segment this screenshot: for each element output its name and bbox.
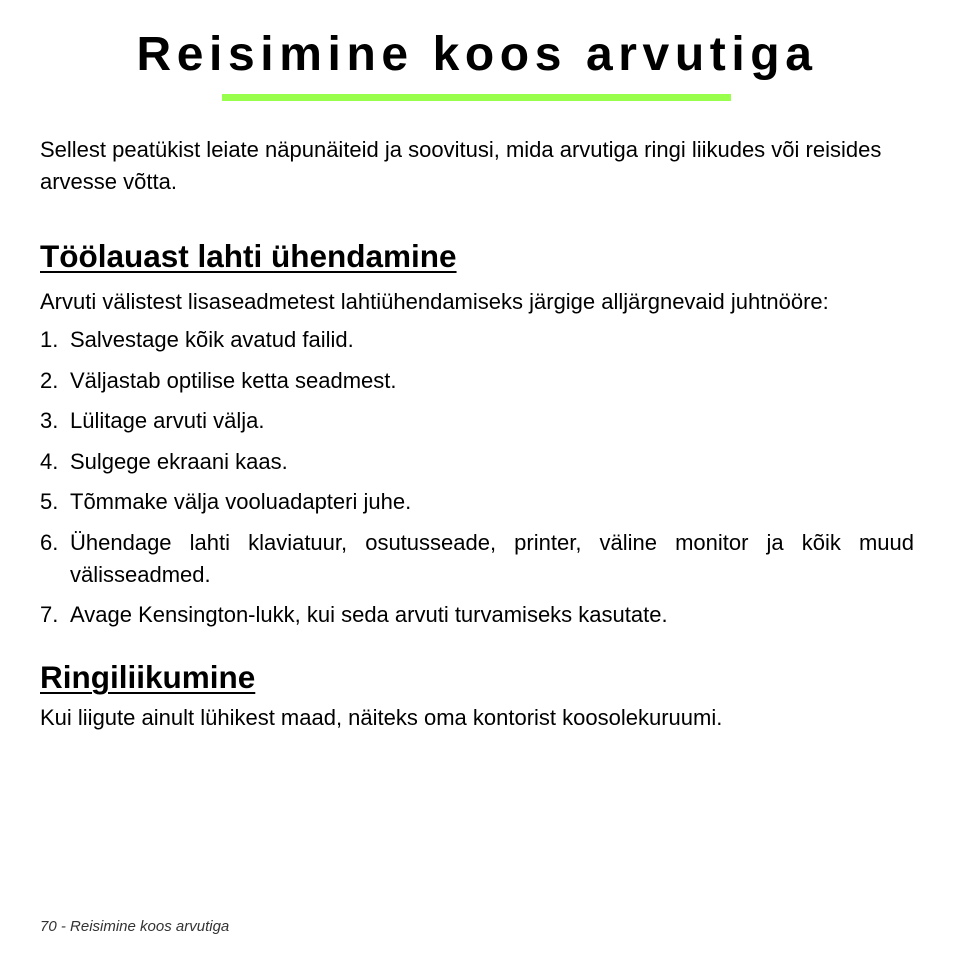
steps-list [40,324,914,631]
intro-paragraph: Sellest peatükist leiate näpunäiteid ja soovitusi, mida arvutiga ringi liikudes või reisides arvesse võtta. [40,137,882,194]
page-footer: 70 - Reisimine koos arvutiga [40,918,230,935]
title-underline-bar [222,94,731,101]
list-item-number: 7. [40,602,59,627]
list-item-number: 1. [40,327,59,352]
list-item [40,324,914,356]
list-item [40,405,914,437]
section-paragraph-moving: Kui liigute ainult lühikest maad, näiteks oma kontorist koosolekuruumi. [40,705,723,730]
list-item-text: Salvestage kõik avatud failid. [70,327,354,352]
section-heading-disconnect: Töölauast lahti ühendamine [40,238,457,274]
page-content [40,134,914,734]
section-heading-moving: Ringiliikumine [40,659,256,695]
page-title: Reisimine koos arvutiga [136,28,818,81]
list-item-number: 2. [40,367,59,393]
list-item-text: Lülitage arvuti välja. [70,408,265,433]
list-item-text: Avage Kensington-lukk, kui seda arvuti turvamiseks kasutate. [70,602,668,627]
list-item [40,365,914,397]
section-paragraph-disconnect: Arvuti välistest lisaseadmetest lahtiühendamiseks järgige alljärgnevaid juhtnööre: [40,289,829,314]
list-item [40,527,914,591]
list-item-number: 5. [40,489,59,514]
list-item-text: Tõmmake välja vooluadapteri juhe. [70,489,412,514]
list-item-number: 4. [40,448,59,474]
list-item-text: Sulgege ekraani kaas. [70,448,288,474]
list-item [40,599,914,631]
list-item-number: 3. [40,408,59,433]
list-item-text: Ühendage lahti klaviatuur, osutusseade, printer, väline monitor ja kõik muud välisseadmed. [70,529,914,587]
list-item-text: Väljastab optilise ketta seadmest. [70,367,397,393]
list-item [40,446,914,478]
list-item-number: 6. [40,529,59,555]
list-item [40,486,914,518]
